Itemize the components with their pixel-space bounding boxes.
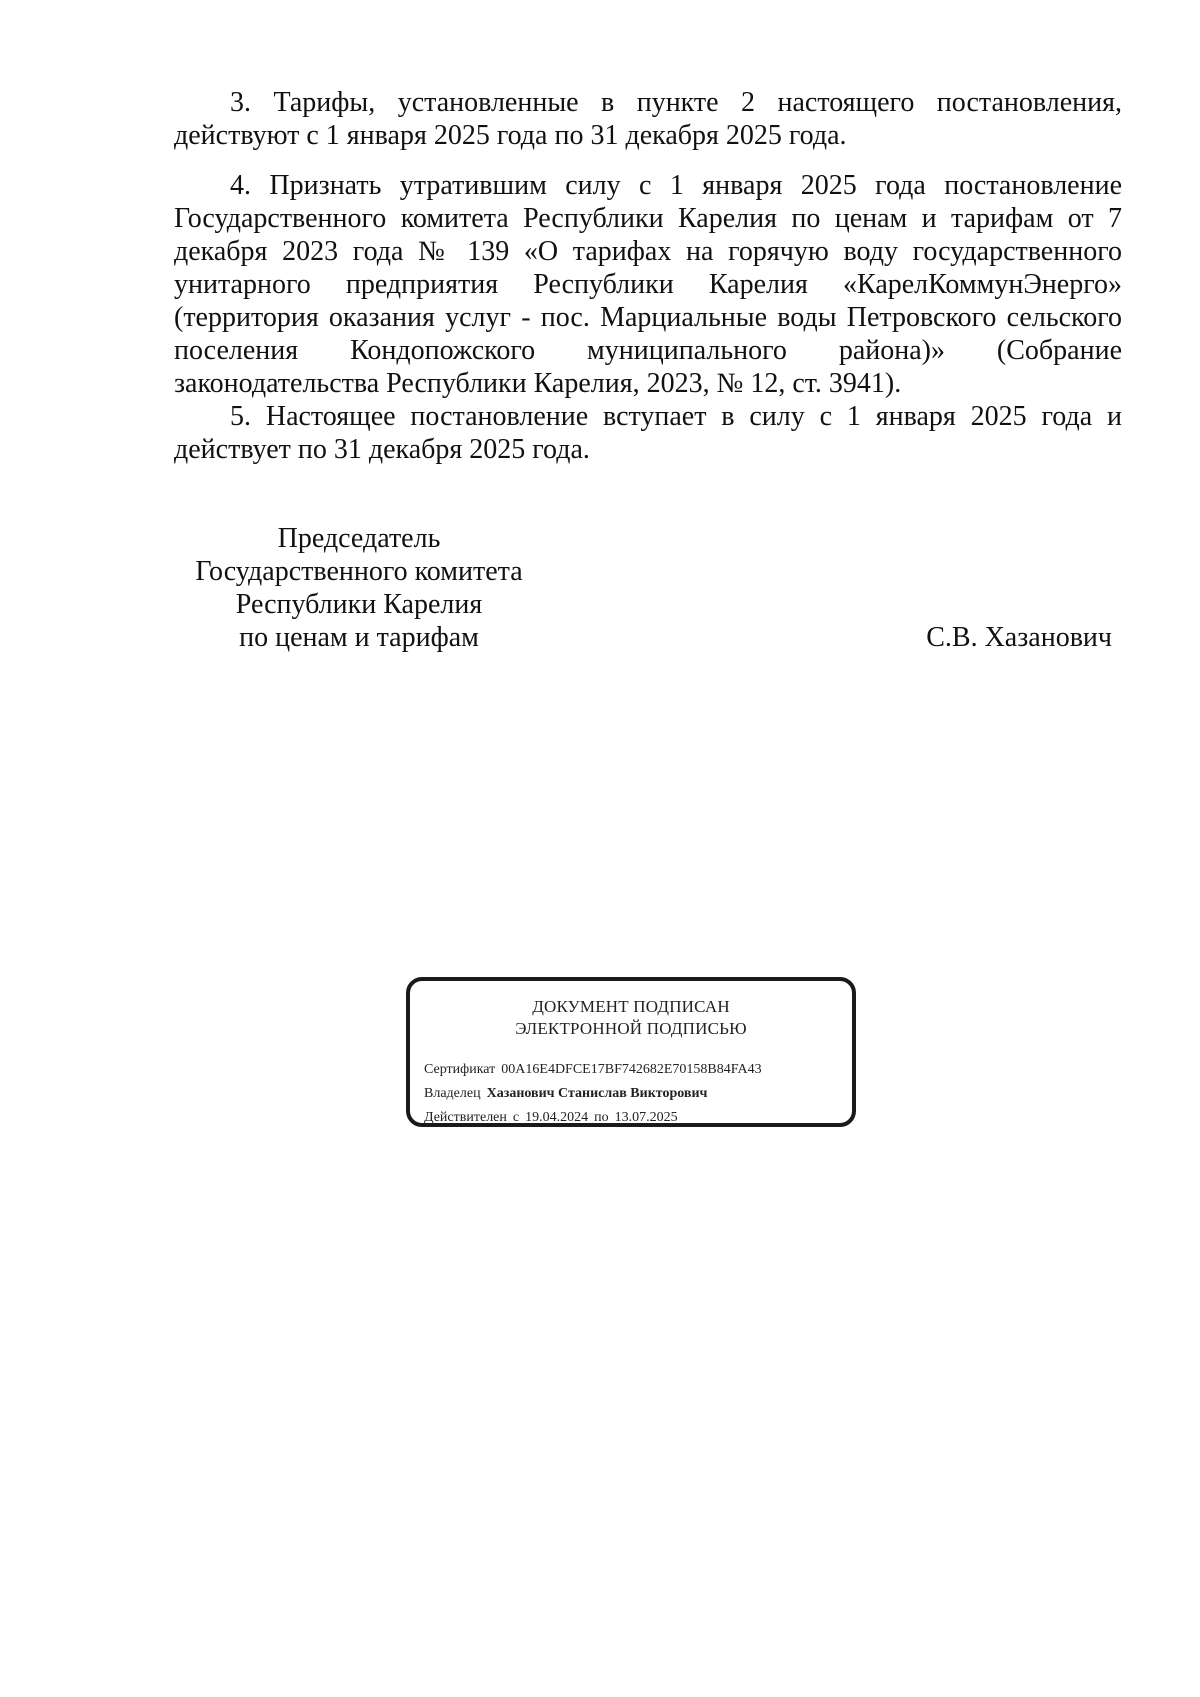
stamp-certificate-row xyxy=(424,1058,762,1082)
signer-position xyxy=(174,522,544,654)
paragraph-4: 4. Признать утратившим силу с 1 января 2025 года постановление Государственного комитета Республики Карелия по ценам и тарифам от 7 декабря 2023 года № 139 «О тарифах на горячую воду государственного унитарного предприятия Республики Карелия «КарелКоммунЭнерго» (территория оказания услуг - пос. Марциальные воды Петровского сельского поселения Кондопожского муниципального района)» (Собрание законодательства Республики Карелия, 2023, № 12, ст. 3941). xyxy=(174,170,1122,399)
signer-position-line: Председатель xyxy=(277,523,441,554)
stamp-header xyxy=(410,996,852,1040)
stamp-validity-row xyxy=(424,1106,762,1130)
valid-from-date: 19.04.2024 xyxy=(525,1110,589,1125)
stamp-header-line: ЭЛЕКТРОННОЙ ПОДПИСЬЮ xyxy=(515,1019,747,1038)
valid-label: Действителен xyxy=(424,1110,507,1125)
stamp-owner-row xyxy=(424,1082,762,1106)
signer-name: С.В. Хазанович xyxy=(926,622,1112,653)
valid-to-date: 13.07.2025 xyxy=(614,1110,678,1125)
stamp-header-line: ДОКУМЕНТ ПОДПИСАН xyxy=(532,997,730,1016)
electronic-signature-stamp xyxy=(406,977,856,1127)
owner-label: Владелец xyxy=(424,1086,481,1101)
signer-position-line: по ценам и тарифам xyxy=(239,622,479,653)
stamp-details xyxy=(424,1058,762,1130)
document-body xyxy=(174,86,1122,466)
paragraph-3: 3. Тарифы, установленные в пункте 2 настоящего постановления, действуют с 1 января 2025 года по 31 декабря 2025 года. xyxy=(174,87,1122,151)
paragraph-5: 5. Настоящее постановление вступает в силу с 1 января 2025 года и действует по 31 декабря 2025 года. xyxy=(174,401,1122,465)
certificate-label: Сертификат xyxy=(424,1062,496,1077)
signature-block xyxy=(174,522,1122,662)
owner-value: Хазанович Станислав Викторович xyxy=(486,1086,708,1101)
valid-to-label: по xyxy=(594,1110,609,1125)
certificate-value: 00A16E4DFCE17BF742682E70158B84FA43 xyxy=(501,1062,762,1077)
valid-from-label: с xyxy=(512,1110,520,1125)
signer-position-line: Государственного комитета xyxy=(195,556,523,587)
signer-position-line: Республики Карелия xyxy=(235,589,483,620)
